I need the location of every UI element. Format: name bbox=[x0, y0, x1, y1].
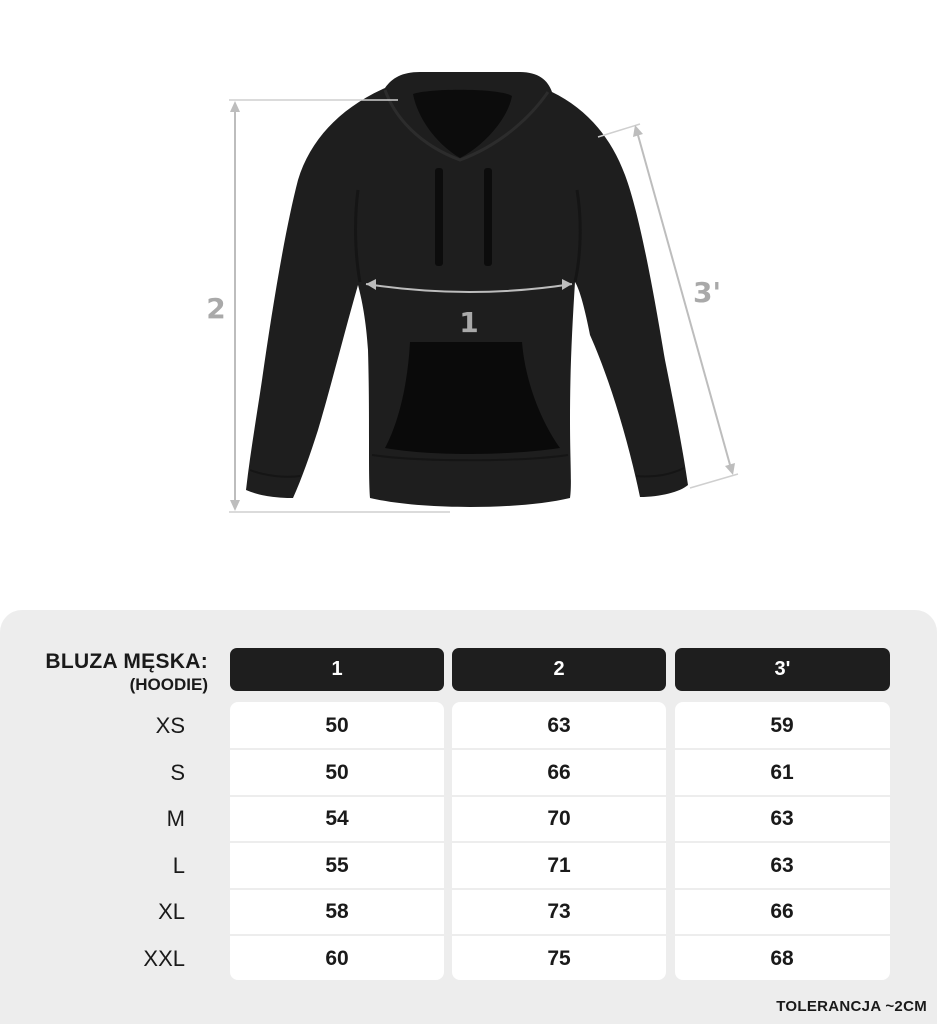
tolerance-note: TOLERANCJA ~2CM bbox=[776, 998, 927, 1015]
table-cell: 50 bbox=[325, 761, 349, 784]
table-cell: 50 bbox=[325, 714, 349, 737]
size-label-s: S bbox=[170, 760, 185, 785]
table-cell: 58 bbox=[325, 900, 349, 923]
table-cell: 70 bbox=[547, 807, 571, 830]
table-title-block bbox=[0, 650, 208, 696]
table-cell: 61 bbox=[770, 761, 794, 784]
table-title: BLUZA MĘSKA: bbox=[45, 650, 208, 673]
size-label-xxl: XXL bbox=[143, 946, 185, 971]
table-cell: 71 bbox=[547, 854, 571, 877]
column-header-1: 1 bbox=[230, 648, 444, 691]
table-cell: 73 bbox=[547, 900, 571, 923]
column-header-2: 2 bbox=[452, 648, 666, 691]
table-cell: 60 bbox=[325, 947, 349, 970]
hoodie-icon bbox=[246, 72, 688, 507]
size-label-xs: XS bbox=[155, 713, 185, 738]
size-label-xl: XL bbox=[158, 899, 185, 924]
table-cell: 59 bbox=[770, 714, 794, 737]
table-cell: 63 bbox=[770, 807, 794, 830]
table-cell: 66 bbox=[770, 900, 794, 923]
dimension-label-length: 2 bbox=[206, 292, 226, 325]
table-cell: 54 bbox=[325, 807, 349, 830]
table-cell: 68 bbox=[770, 947, 794, 970]
table-subtitle: (HOODIE) bbox=[129, 675, 208, 694]
table-cell: 63 bbox=[547, 714, 571, 737]
dimension-label-sleeve: 3' bbox=[692, 276, 722, 309]
size-label-m: M bbox=[166, 806, 185, 831]
dimension-label-width: 1 bbox=[459, 306, 479, 339]
table-cell: 55 bbox=[325, 854, 349, 877]
table-cell: 63 bbox=[770, 854, 794, 877]
column-header-3: 3' bbox=[675, 648, 890, 691]
table-cell: 66 bbox=[547, 761, 571, 784]
table-cell: 75 bbox=[547, 947, 571, 970]
size-label-l: L bbox=[172, 853, 185, 878]
